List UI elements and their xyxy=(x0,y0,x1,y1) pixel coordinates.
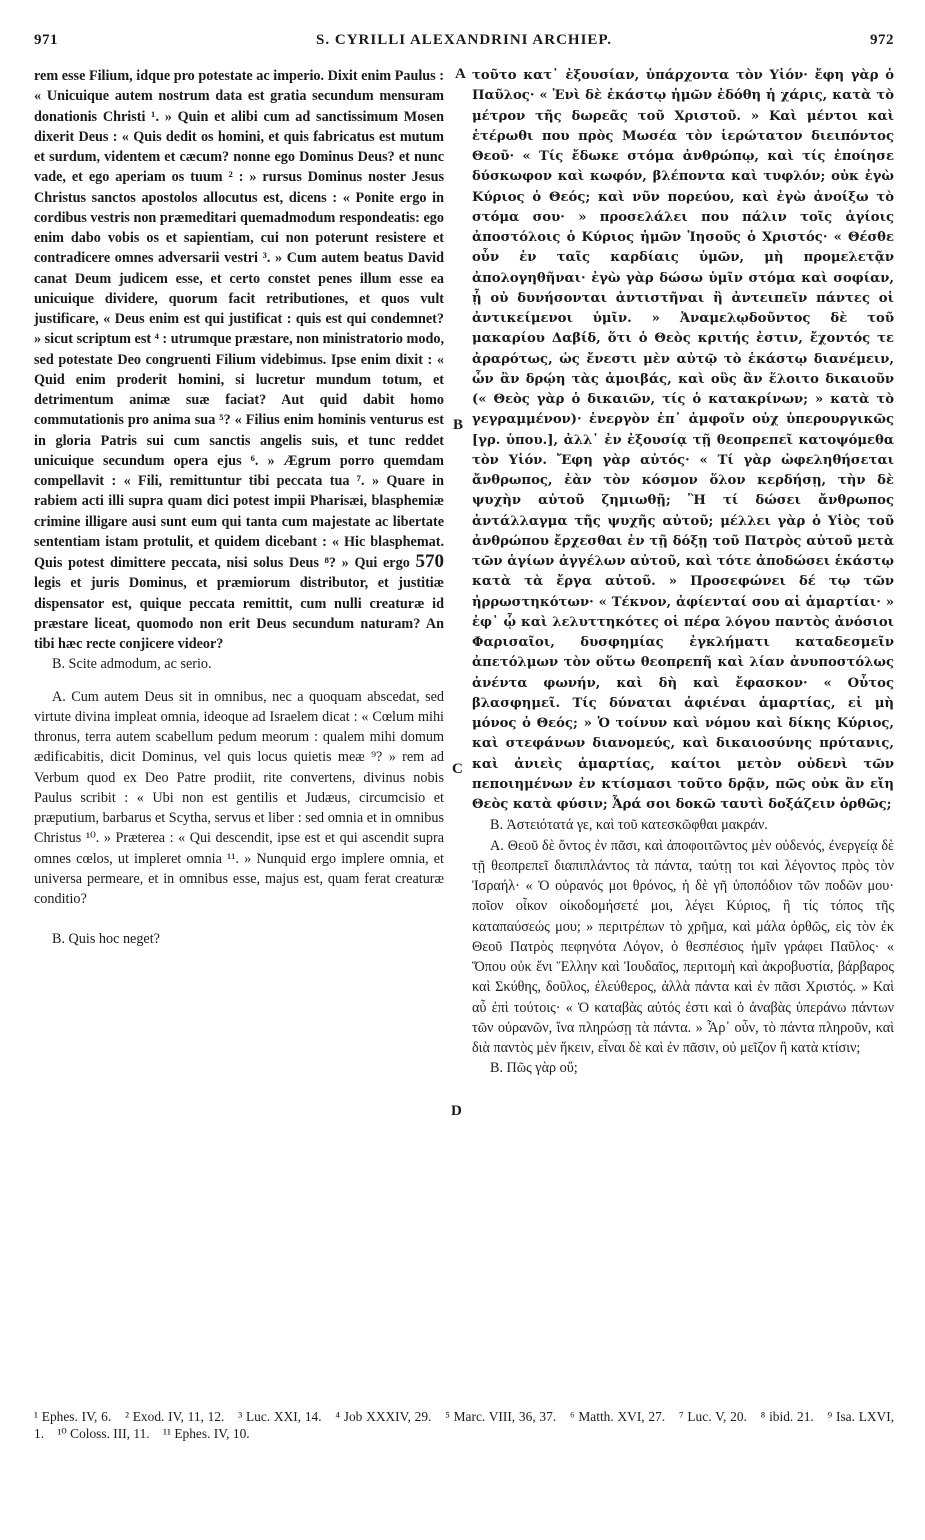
footnote: ⁵ Marc. VIII, 36, 37. xyxy=(445,1409,557,1424)
greek-paragraph-2: A. Θεοῦ δὲ ὄντος ἐν πᾶσι, καὶ ἀποφοιτῶντος μὲν οὐδενός, ἐνεργείᾳ δὲ τῇ θεοπρεπεῖ διαπιπλάντος τὰ πάντα, ταύτῃ τοι καὶ λέγοντος πρὸς τὸν Ἰσραήλ· « Ὁ οὐρανός μοι θρόνος, ἡ δὲ γῆ ὑποπόδιον τῶν ποδῶν μου· ποῖον οἶκον οἰκοδομήσετέ μοι, λέγει Κύριος, ἢ τίς τόπος τῆς καταπαύσεώς μου; » περιτρέπων τὸ χρῆμα, καὶ μάλα ὀρθῶς, εἰς τὸν ἐκ Θεοῦ Πατρὸς πεφηνότα Λόγον, ὁ θεσπέσιος ἡμῖν γράφει Παῦλος· « Ὅπου οὐκ ἔνι Ἕλλην καὶ Ἰουδαῖος, περιτομὴ καὶ ἀκροβυστία, βάρβαρος καὶ Σκύθης, δοῦλος, ἐλεύθερος, ἀλλὰ πάντα καὶ ἐν πᾶσι Χριστός. » Καὶ αὖ ἐπὶ τούτοις· « Ὁ καταβὰς αὐτός ἐστι καὶ ὁ ἀναβὰς ὑπεράνω πάντων τῶν οὐρανῶν, ἵνα πληρώσῃ τὰ πάντα. » Ἆρ᾽ οὖν, τὸ πάντα πληροῦν, καὶ διὰ παντὸς μὲν ἥκειν, εἶναι δὲ καὶ ἐν πᾶσιν, οὐ μεῖζον ἢ κατὰ κτίσιν; xyxy=(472,837,894,1056)
section-marker-b: B xyxy=(453,417,464,433)
footnote: ⁷ Luc. V, 20. xyxy=(678,1409,747,1424)
latin-reply-b2: B. Quis hoc neget? xyxy=(52,931,160,948)
latin-paragraph-1: rem esse Filium, idque pro potestate ac imperio. Dixit enim Paulus : « Unicuique autem nostrum data est gratia secundum mensuram donationis Christi ¹. » Quin et alibi cum ad sanctissimum Mosen dixerit Deus : « Quis dedit os homini, et quis fabricatus est mutum et surdum, videntem et cæcum? nonne ego Dominus Deus? et nunc vade, et ego aperiam os tuum ² : » rursus Dominus noster Jesus Christus sanctos apostolos allocutus est, dicens : « Ponite ergo in cordibus vestris non præmeditari quemadmodum respondeatis: ego enim dabo vobis os et sapientiam, cui non poterunt resistere et contradicere omnes adversarii vestri ³. » Cum autem beatus David canat Deum judicem esse, et certo constet penes illum esse ea unicuique dividere, quorum facit retributiones, et quos vult justificare, « Deus enim est qui justificat : quis est qui condemnet? » sicut scriptum est ⁴ : utrumque præstare, non ministratorio modo, sed potestate Deo congruenti Filium videbimus. Ipse enim dixit : « Quid enim proderit homini, si lucretur mundum totum, et detrimentum animæ suæ faciat? Aut quid dabit homo commutationis pro anima sua ⁵? « Filius enim hominis venturus est in gloria Patris sui cum sanctis angelis suis, et tunc reddet unicuique secundum opera ejus ⁶. » Ægrum porro quemdam compellavit : « Fili, remittuntur tibi peccata tua ⁷. » Quare in rabiem acti illi supra quam dici potest impii Pharisæi, blasphemiæ crimine illigare ausi sunt eum qui tanta cum majestate ac libertate sententiam istam protulit, et quidem dicebant : « Hic blasphemat. Quis potest dimittere peccata, nisi solus Deus ⁸? » Qui ergo 570 legis et juris Dominus, et præmiorum distributor, et justitiæ dispensator est, quique peccata remittit, cum nulli creaturæ id præstare liceat, quomodo non erit Deus secundum naturam? An tibi hæc recte conjicere videor? xyxy=(34,68,445,652)
section-marker-d: D xyxy=(451,1103,462,1119)
footnote: ¹ Ephes. IV, 6. xyxy=(34,1409,112,1424)
page-number-left: 971 xyxy=(34,32,58,48)
footnote: ² Exod. IV, 11, 12. xyxy=(124,1409,225,1424)
footnote: ⁴ Job XXXIV, 29. xyxy=(335,1409,432,1424)
footnote: ³ Luc. XXI, 14. xyxy=(238,1409,322,1424)
latin-paragraph-2: A. Cum autem Deus sit in omnibus, nec a quoquam abscedat, sed virtute divina impleat omnia, ideoque ad Israelem dicat : « Cœlum mihi thronus, terra autem scabellum pedum meorum : qualem mihi domum ædificabitis, dicit Dominus, vel quis locus quietis meæ ⁹? » rem ad Verbum quod ex Deo Patre prodiit, rite convertens, divinus nobis Paulus scribit : « Ubi non est gentilis et Judæus, circumcisio et præputium, barbarus et Scytha, servus et liber : sed omnia et in omnibus Christus ¹⁰. » Præterea : « Qui descendit, ipse est et qui ascendit supra omnes cœlos, ut impleret omnia ¹¹. » Nunquid ergo implere omnia, et universa permeare, et in omnibus esse, majus est, quam ferat creaturæ conditio? xyxy=(34,688,444,907)
greek-reply-b1: B. Ἀστειότατά γε, καὶ τοῦ κατεσκῶφθαι μακράν. xyxy=(490,817,768,834)
footnote: ¹¹ Ephes. IV, 10. xyxy=(162,1426,250,1441)
page-number-right: 972 xyxy=(870,32,894,48)
section-marker-a: A xyxy=(455,66,466,82)
footnote: ⁶ Matth. XVI, 27. xyxy=(569,1409,666,1424)
margin-page-number: 570 xyxy=(415,551,445,572)
running-title: S. CYRILLI ALEXANDRINI ARCHIEP. xyxy=(316,32,612,48)
section-marker-c: C xyxy=(452,761,463,777)
greek-reply-b2: B. Πῶς γὰρ οὔ; xyxy=(490,1060,578,1077)
page-header xyxy=(34,32,894,58)
footnote: ⁸ ibid. 21. xyxy=(760,1409,814,1424)
greek-paragraph-1: τοῦτο κατ᾽ ἐξουσίαν, ὑπάρχοντα τὸν Υἱόν· ἔφη γὰρ ὁ Παῦλος· « Ἑνὶ δὲ ἑκάστῳ ἡμῶν ἐδόθη ἡ χάρις, κατὰ τὸ μέτρον τῆς δωρεᾶς τοῦ Χριστοῦ. » Καὶ μέντοι καὶ ἑτέρωθι που πρὸς Μωσέα τὸν ἱερώτατον διειπόντος Θεοῦ· « Τίς ἔδωκε στόμα ἀνθρώπῳ, καὶ τίς ἐποίησε δύσκωφον καὶ κωφόν, βλέποντα καὶ τυφλόν; οὐκ ἐγὼ Κύριος ὁ Θεός; καὶ νῦν πορεύου, καὶ ἐγὼ ἀνοίξω τὸ στόμα σου· » προσελάλει που πάλιν τοῖς ἁγίοις ἀποστόλοις ὁ Κύριος ἡμῶν Ἰησοῦς ὁ Χριστός· « Θέσθε οὖν ἐν ταῖς καρδίαις ὑμῶν, μὴ προμελετᾷν ἀπολογηθῆναι· ἐγὼ γὰρ δώσω ὑμῖν στόμα καὶ σοφίαν, ᾗ οὐ δυνήσονται ἀντιστῆναι ἢ ἀντειπεῖν πάντες οἱ ἀντικείμενοι ὑμῖν. » Ἀναμελῳδοῦντος δὲ τοῦ μακαρίου Δαβίδ, ὅτι ὁ Θεὸς κριτής ἐστιν, ἔχοντός τε ἀραρότως, ὡς ἔνεστι μὲν αὐτῷ τὸ ἑκάστῳ διανέμειν, ὧν ἂν δρῴη τὰς ἀμοιβάς, καὶ οὓς ἂν ἕλοιτο δικαιοῦν (« Θεὸς γὰρ ὁ δικαιῶν, τίς ὁ κατακρίνων; » κατὰ τὸ γεγραμμένον)· ἐνεργὸν ἐπ᾽ ἀμφοῖν οὐχ ὑπερουργικῶς [γρ. ὑπου.], ἀλλ᾽ ἐν ἐξουσίᾳ τῇ θεοπρεπεῖ κατοψόμεθα τὸν Υἱόν. Ἔφη γὰρ αὐτός· « Τί γὰρ ὠφεληθήσεται ἄνθρωπος, ἐὰν τὸν κόσμον ὅλον κερδήσῃ, τὴν δὲ ψυχὴν αὐτοῦ ζημιωθῇ; Ἢ τί δώσει ἄνθρωπος ἀντάλλαγμα τῆς ψυχῆς αὐτοῦ; μέλλει γὰρ ὁ Υἱὸς τοῦ ἀνθρώπου ἔρχεσθαι ἐν τῇ δόξῃ τοῦ Πατρὸς αὐτοῦ μετὰ τῶν ἁγίων ἀγγέλων αὐτοῦ, καὶ τότε ἀποδώσει ἑκάστῳ κατὰ τὰ ἔργα αὐτοῦ. » Προσεφώνει δέ τῳ τῶν ἠρρωστηκότων· « Τέκνον, ἀφίενταί σου αἱ ἁμαρτίαι· » ἐφ᾽ ᾧ καὶ λελυττηκότες οἱ πέρα λόγου παντὸς ἀνόσιοι Φαρισαῖοι, δυσφημίας ἐγκλήματι καταδεσμεῖν ἀπετόλμων τὸν οὕτω θεοπρεπῆ καὶ λίαν ἀνυποστόλως ἀνέντα φωνήν, καὶ δὴ καὶ ἔφασκον· « Οὗτος βλασφημεῖ. Τίς δύναται ἀφιέναι ἁμαρτίας, εἰ μὴ μόνος ὁ Θεός; » Ὁ τοίνυν καὶ νόμου καὶ δίκης Κύριος, καὶ στεφάνων διανομεύς, καὶ δικαιοσύνης πρύτανις, καὶ ἀνιεὶς ἁμαρτίας, καίτοι μετὸν οὐδενὶ τῶν πεποιημένων ἐν κτίσμασι τοῦτο δρᾷν, πῶς οὐκ ἂν εἴη Θεὸς κατὰ φύσιν; Ἆρά σοι δοκῶ ταυτὶ δοξάζειν ὀρθῶς; xyxy=(472,68,894,812)
footnote: ¹⁰ Coloss. III, 11. xyxy=(57,1426,150,1441)
footnotes xyxy=(34,1408,894,1442)
latin-column xyxy=(34,66,444,950)
greek-column xyxy=(472,66,894,1079)
latin-reply-b1: B. Scite admodum, ac serio. xyxy=(52,656,212,673)
footnote: ⁹ Isa. LXVI, 1. xyxy=(34,1409,895,1441)
